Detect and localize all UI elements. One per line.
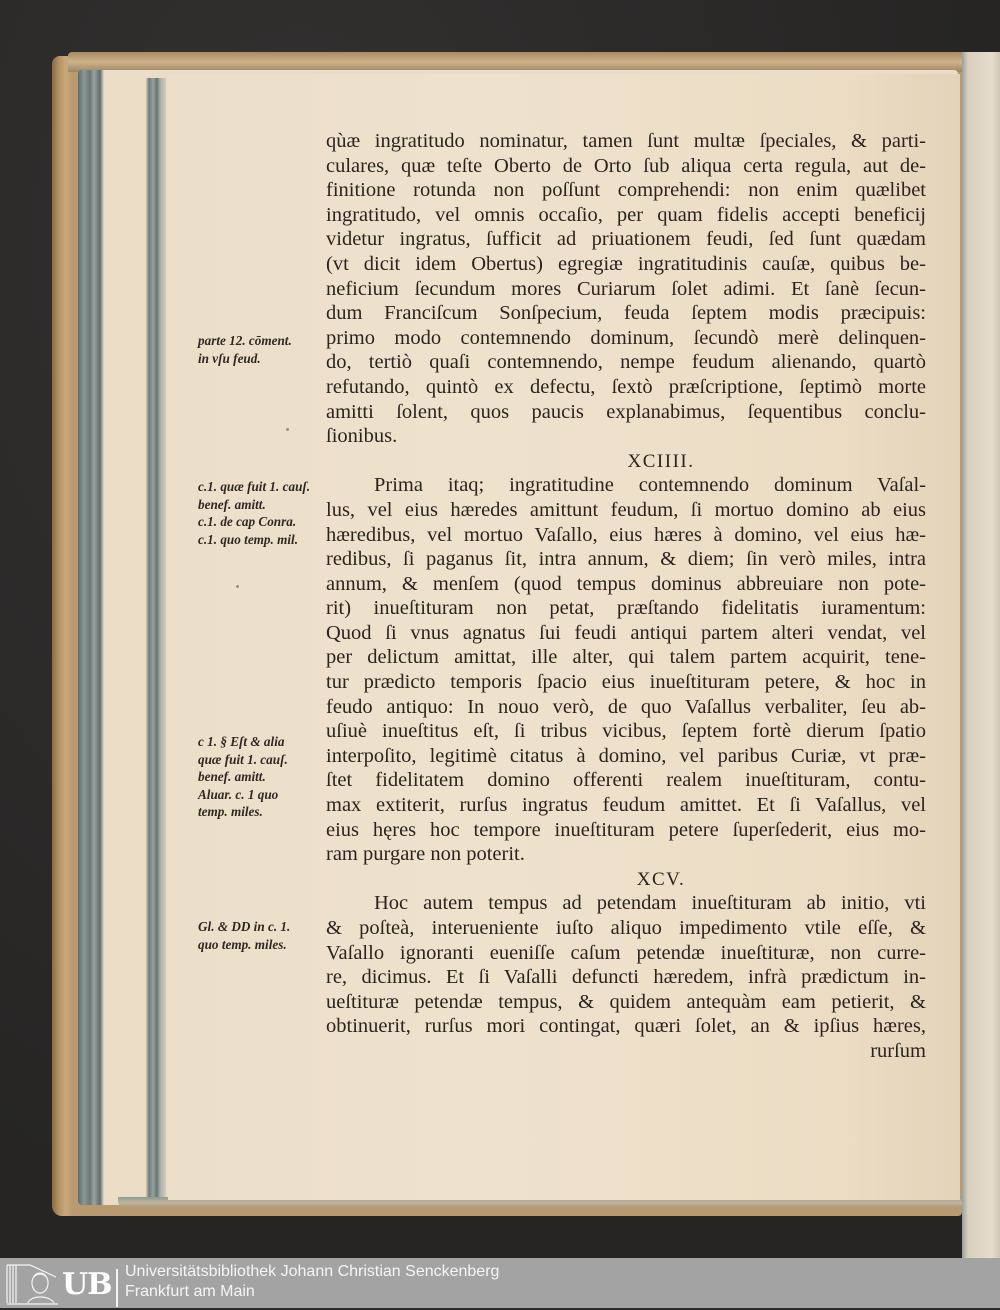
margin-note-line: Aluar. c. 1 quo: [198, 786, 279, 802]
text-line: qùæ ingratitudo nominatur, tamen ſunt multæ ſpeciales, & parti-: [326, 130, 926, 152]
text-line: rit) inueſtituram non petat, præſtando fidelitatis iuramentum:: [326, 597, 926, 620]
text-line: do, tertiò quaſi contemnendo, nempe feudum alienando, quartò: [326, 351, 926, 374]
text-line: Hoc autem tempus ad petendam inueſtituram ab initio, vti: [374, 892, 926, 915]
text-line: finitione rotunda non poſſunt comprehendi: non enim quælibet: [326, 179, 926, 202]
text-line: hæredibus, vel mortuo Vaſallo, eius hæres à domino, vel eius hæ-: [326, 523, 926, 546]
margin-note-line: quæ fuit 1. cauſ.: [198, 751, 288, 767]
text-line: ſionibus.: [326, 425, 398, 448]
margin-note-line: in vſu feud.: [198, 350, 261, 366]
margin-note: [198, 733, 328, 821]
margin-note-line: c 1. § Eſt & alia: [198, 734, 285, 749]
footer-bar: [0, 1258, 1000, 1308]
margin-note-line: benef. amitt.: [198, 769, 266, 785]
paper-speck: [236, 585, 239, 588]
text-line: ſtet fidelitatem domino offerenti realem inueſtituram, contu-: [326, 769, 926, 792]
text-line: dum Franciſcum Sonſpecium, feuda ſeptem modis præcipuis:: [326, 302, 926, 325]
text-line: re, dicimus. Et ſi Vaſalli defuncti hæredem, infrà prædictum in-: [326, 966, 926, 989]
institution-name: Universitätsbibliothek Johann Christian Senckenberg: [125, 1263, 500, 1280]
page-body-text: [326, 129, 926, 1064]
text-line: ingratitudo, vel omnis occaſio, per quam fidelis accepti beneficij: [326, 203, 926, 226]
text-line: videtur ingratus, ſufficit ad priuationem feudi, ſed ſunt quædam: [326, 228, 926, 251]
text-line: Prima itaq; ingratitudine contemnendo dominum Vaſal-: [374, 474, 926, 497]
logo-divider: [116, 1269, 118, 1307]
text-line: lus, vel eius hæredes amittunt feudum, ſi mortuo domino ab eius: [326, 498, 926, 521]
margin-note-line: benef. amitt.: [198, 496, 266, 512]
text-line: eius hęres hoc tempore inueſtituram petere ſuperſederit, eius mo-: [326, 818, 926, 841]
margin-note-line: parte 12. cōment.: [198, 333, 292, 348]
text-line: interpoſito, legitimè citatus à domino, vel paribus Curiæ, vt præ-: [326, 744, 926, 767]
text-line: uſiuè inueſtitus eſt, ſi tribus vicibus, ſeptem fortè dierum ſpatio: [326, 720, 926, 743]
text-line: culares, quæ teſte Oberto de Orto ſub aliqua certa regula, aut de-: [326, 154, 926, 177]
text-line: & poſteà, interueniente iuſto aliquo impedimento vtile eſſe, &: [326, 917, 926, 939]
section-heading: XCIIII.: [627, 450, 695, 472]
text-line: (vt dicit idem Obertus) egregiæ ingratitudinis cauſæ, quibus be-: [326, 252, 926, 275]
text-line: redibus, ſi paganus ſit, intra annum, & diem; ſin verò miles, intra: [326, 548, 926, 571]
text-line: ueſtituræ petendæ tempus, & quidem antequàm eam petierit, &: [326, 990, 926, 1013]
text-line: amitti ſolent, quos paucis explanabimus, ſequentibus conclu-: [326, 400, 926, 423]
text-line: annum, & menſem (quod tempus dominus abbreuiare non pote-: [326, 572, 926, 595]
text-line: neficium ſecundum mores Curiarum ſolet adimi. Et ſanè ſecun-: [326, 277, 926, 300]
library-logo: [4, 1261, 116, 1305]
margin-note: [198, 332, 328, 367]
institution-location: Frankfurt am Main: [125, 1283, 255, 1300]
margin-note-line: Gl. & DD in c. 1.: [198, 919, 291, 934]
margin-note-line: c.1. de cap Conra.: [198, 514, 297, 530]
text-line: primo modo contemnendo dominum, ſecundò merè delinquen-: [326, 326, 926, 349]
margin-note: [198, 918, 328, 953]
margin-note-line: quo temp. miles.: [198, 936, 287, 952]
margin-note-line: c.1. quo temp. mil.: [198, 531, 299, 547]
text-line: obtinuerit, rurſus mori contingat, quæri ſolet, an & ipſius hæres,: [326, 1015, 926, 1038]
portrait-icon: [4, 1261, 60, 1305]
catchword: rurſum: [870, 1039, 926, 1062]
text-line: refutando, quintò ex defectu, ſextò præſcriptione, ſeptimò morte: [326, 375, 926, 398]
paper-speck: [286, 428, 289, 431]
text-line: per delictum amittat, ille alter, qui talem partem acquirit, tene-: [326, 646, 926, 669]
margin-note-line: c.1. quæ fuit 1. cauſ.: [198, 479, 311, 494]
facing-page-edge: [962, 52, 1000, 1258]
text-line: max extiterit, rurſus ingratus feudum amittet. Et ſi Vaſallus, vel: [326, 794, 926, 817]
book-top-edge: [68, 52, 968, 72]
text-line: Vaſallo ignoranti eueniſſe caſum petendæ inueſtituræ, non curre-: [326, 941, 926, 964]
margin-note: [198, 478, 328, 548]
library-logo-text: UB: [62, 1267, 112, 1302]
text-line: tur prædicto temporis ſpacio eius inueſtituram petere, & hoc in: [326, 671, 926, 694]
margin-note-line: temp. miles.: [198, 804, 263, 820]
section-heading: XCV.: [636, 868, 686, 890]
text-line: Quod ſi vnus agnatus ſui feudi antiqui partem alteri vendat, vel: [326, 621, 926, 644]
text-line: feudo antiquo: In nouo verò, de quo Vaſallus verbaliter, ſeu ab-: [326, 695, 926, 718]
text-line: ram purgare non poterit.: [326, 843, 525, 866]
gutter-page-edges: [146, 78, 166, 1200]
